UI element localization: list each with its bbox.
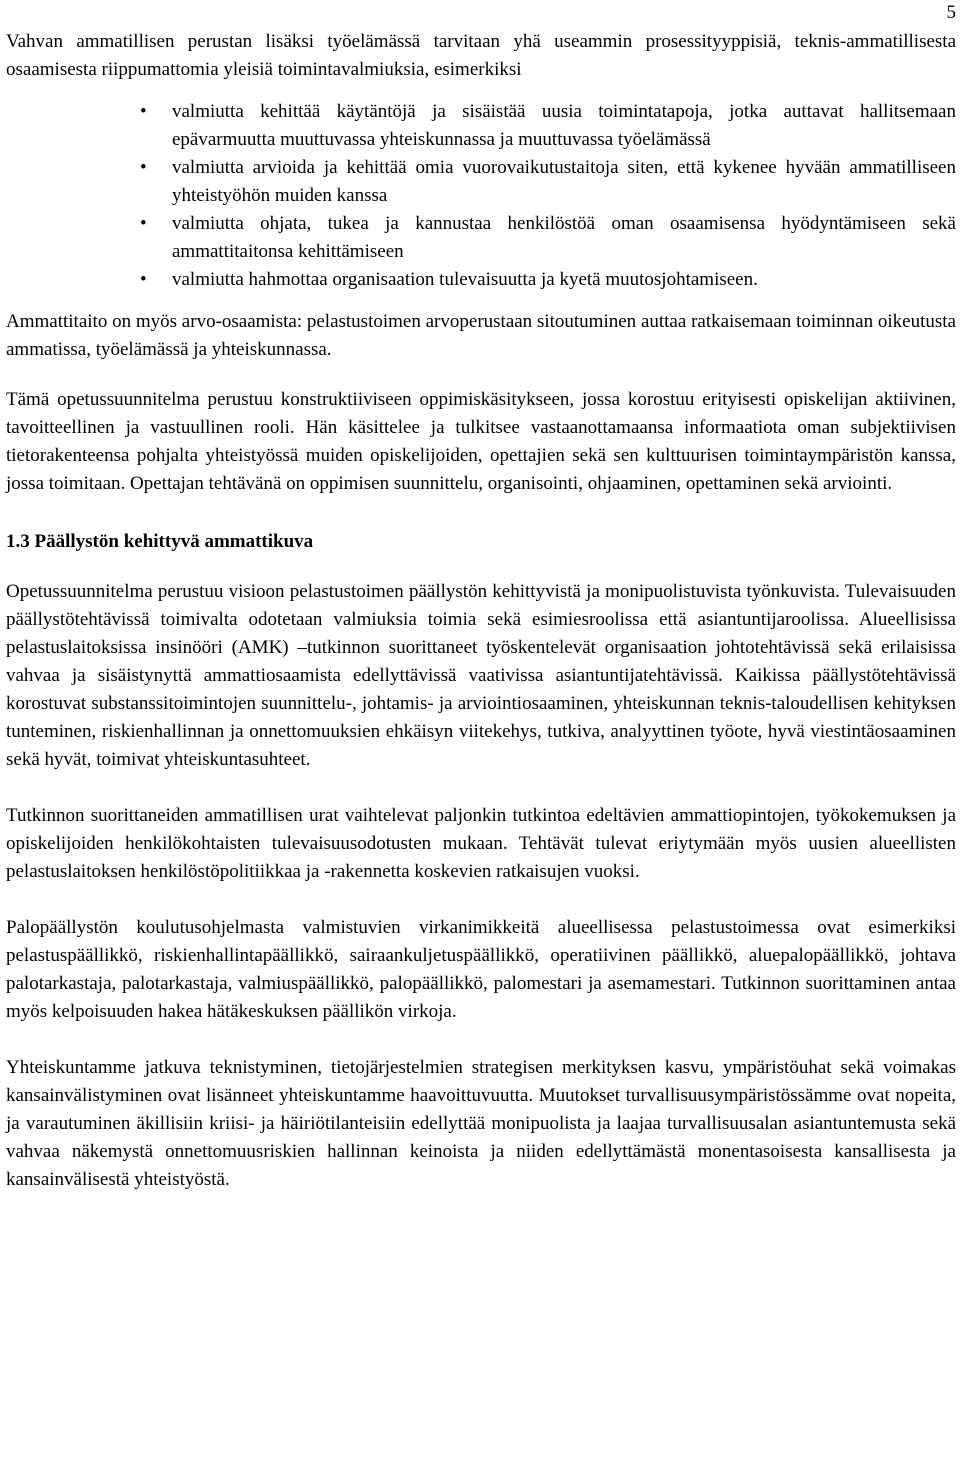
bullet-item: • valmiutta ohjata, tukea ja kannustaa henkilöstöä oman osaamisensa hyödyntämiseen sekä ammattitaitonsa kehittämiseen	[6, 210, 956, 266]
paragraph: Yhteiskuntamme jatkuva teknistyminen, tietojärjestelmien strategisen merkityksen kasvu, ympäristöuhat sekä voimakas kansainvälistyminen ovat lisänneet yhteiskuntamme haavoittuvuutta. Muutokset turvallisuusympäristössämme ovat nopeita, ja varautuminen äkillisiin kriisi- ja häiriötilanteisiin edellyttää monipuolista ja laajaa turvallisuusalan asiantuntemusta sekä vahvaa näkemystä onnettomuusriskien hallinnan keinoista ja niiden edellyttämästä monentasoisesta kansallisesta ja kansainvälisestä yhteistyöstä.	[6, 1057, 956, 1190]
paragraph: Palopäällystön koulutusohjelmasta valmistuvien virkanimikkeitä alueellisessa pelastustoimessa ovat esimerkiksi pelastuspäällikkö, riskienhallintapäällikkö, sairaankuljetuspäällikkö, operatiivinen päällikkö, aluepalopäällikkö, johtava palotarkastaja, palotarkastaja, valmiuspäällikkö, palopäällikkö, palomestari ja asemamestari. Tutkinnon suorittaminen antaa myös kelpoisuuden hakea hätäkeskuksen päällikön virkoja.	[6, 917, 956, 1022]
bullet-item: • valmiutta hahmottaa organisaation tulevaisuutta ja kyetä muutosjohtamiseen.	[6, 266, 956, 294]
paragraph: Tutkinnon suorittaneiden ammatillisen urat vaihtelevat paljonkin tutkintoa edeltävien ammattiopintojen, työkokemuksen ja opiskelijoiden henkilökohtaisten tulevaisuusodotusten mukaan. Tehtävät tulevat eriytymään myös uusien alueellisten pelastuslaitoksen henkilöstöpolitiikkaa ja -rakennetta koskevien ratkaisujen vuoksi.	[6, 805, 956, 882]
page-number: 5	[946, 2, 956, 23]
bullet-list	[6, 98, 956, 294]
document-body	[6, 28, 956, 1222]
paragraph: Tämä opetussuunnitelma perustuu konstruktiiviseen oppimiskäsitykseen, jossa korostuu erityisesti opiskelijan aktiivinen, tavoitteellinen ja vastuullinen rooli. Hän käsittelee ja tulkitsee vastaanottamaansa informaatiota oman subjektiivisen tietorakenteensa pohjalta yhteistyössä muiden opiskelijoiden, opettajien sekä sen kulttuurisen toimintaympäristön kanssa, jossa toimitaan. Opettajan tehtävänä on oppimisen suunnittelu, organisointi, ohjaaminen, opettaminen sekä arviointi.	[6, 389, 956, 494]
bullet-item: • valmiutta arvioida ja kehittää omia vuorovaikutustaitoja siten, että kykenee hyvään ammatilliseen yhteistyöhön muiden kanssa	[6, 154, 956, 210]
intro-paragraph: Vahvan ammatillisen perustan lisäksi työelämässä tarvitaan yhä useammin prosessityyppisiä, teknis-ammatillisesta osaamisesta riippumattomia yleisiä toimintavalmiuksia, esimerkiksi	[6, 31, 956, 80]
bullet-item: • valmiutta kehittää käytäntöjä ja sisäistää uusia toimintatapoja, jotka auttavat hallitsemaan epävarmuutta muuttuvassa yhteiskunnassa ja muuttuvassa työelämässä	[6, 98, 956, 154]
paragraph: Opetussuunnitelma perustuu visioon pelastustoimen päällystön kehittyvistä ja monipuolistuvista työnkuvista. Tulevaisuuden päällystötehtävissä toimivalta odotetaan valmiuksia toimia sekä esimiesroolissa että asiantuntijaroolissa. Alueellisissa pelastuslaitoksissa insinööri (AMK) –tutkinnon suorittaneet työskentelevät organisaation johtotehtävissä sekä erilaisissa vahvaa ja sisäistynyttä ammattiosaamista edellyttävissä vaativissa asiantuntijatehtävissä. Kaikissa päällystötehtävissä korostuvat substanssitoimintojen suunnittelu-, johtamis- ja arviointiosaaminen, yhteiskunnan teknis-taloudellisen kehityksen tunteminen, riskienhallinnan ja onnettomuuksien ehkäisyn viitekehys, tutkiva, analyyttinen työote, hyvä viestintäosaaminen sekä hyvät, toimivat yhteiskuntasuhteet.	[6, 581, 956, 770]
paragraph: Ammattitaito on myös arvo-osaamista: pelastustoimen arvoperustaan sitoutuminen auttaa ratkaisemaan toiminnan oikeutusta ammatissa, työelämässä ja yhteiskunnassa.	[6, 311, 956, 360]
section-heading: 1.3 Päällystön kehittyvä ammattikuva	[6, 531, 314, 552]
